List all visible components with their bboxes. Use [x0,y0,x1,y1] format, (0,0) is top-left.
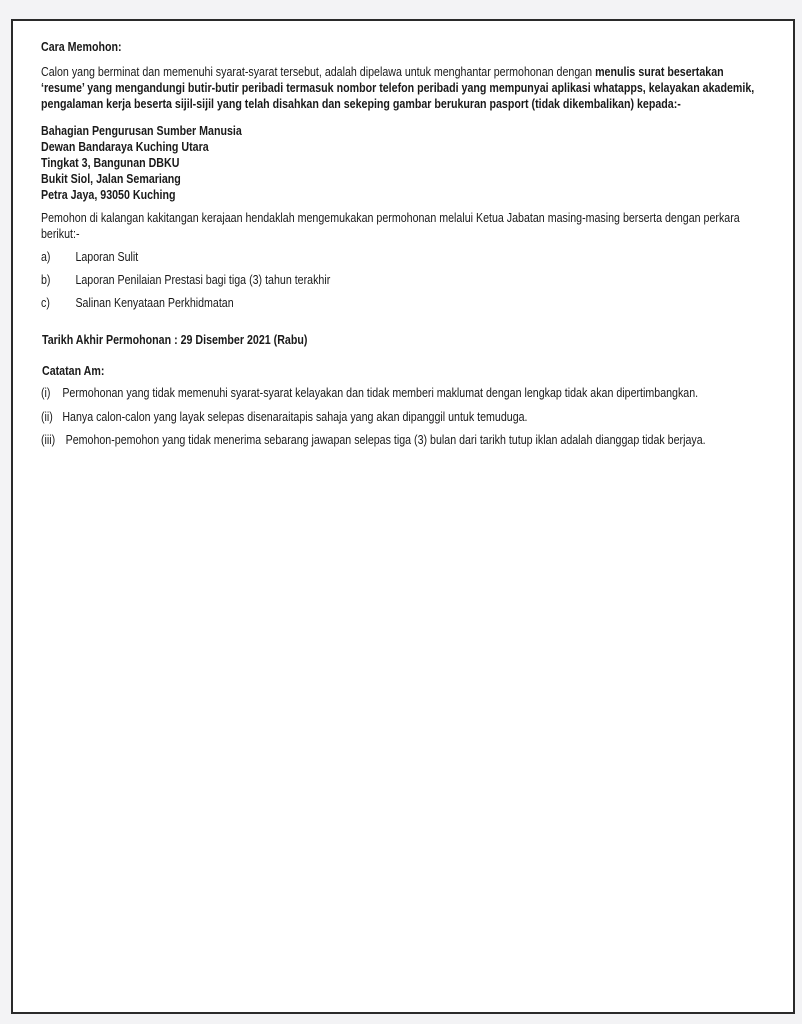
staff-note-line: berikut:- [41,226,80,241]
intro-bold-text: menulis surat besertakan [595,64,724,79]
list-marker: b) [41,272,51,287]
intro-line [41,64,724,79]
intro-line: pengalaman kerja beserta sijil-sijil yang telah disahkan dan sekeping gambar berukuran pasport (tidak dikembalikan) kepada:- [41,96,681,111]
list-text: Salinan Kenyataan Perkhidmatan [75,295,234,310]
note-marker: (ii) [41,409,53,424]
list-item [41,272,330,287]
note-item [41,385,698,400]
intro-line: ‘resume’ yang mengandungi butir-butir peribadi termasuk nombor telefon peribadi yang mempunyai aplikasi whatapps, kelayakan akademik, [41,80,755,95]
address-line: Bahagian Pengurusan Sumber Manusia [41,123,242,138]
note-text: Hanya calon-calon yang layak selepas disenaraitapis sahaja yang akan dipanggil untuk temuduga. [62,409,528,424]
address-line: Tingkat 3, Bangunan DBKU [41,155,180,170]
notes-heading: Catatan Am: [42,363,105,378]
list-item [41,295,234,310]
address-line: Petra Jaya, 93050 Kuching [41,187,176,202]
note-item [41,409,528,424]
document-page [11,19,795,1014]
deadline: Tarikh Akhir Permohonan : 29 Disember 2021 (Rabu) [42,332,308,347]
staff-note-line: Pemohon di kalangan kakitangan kerajaan hendaklah mengemukakan permohonan melalui Ketua Jabatan masing-masing berserta dengan perkara [41,210,740,225]
address-line: Bukit Siol, Jalan Semariang [41,171,181,186]
note-marker: (iii) [41,432,56,447]
list-marker: c) [41,295,50,310]
note-text: Pemohon-pemohon yang tidak menerima sebarang jawapan selepas tiga (3) bulan dari tarikh tutup iklan adalah dianggap tidak berjaya. [65,432,706,447]
note-item [41,432,706,447]
list-text: Laporan Sulit [75,249,139,264]
note-marker: (i) [41,385,51,400]
section-heading: Cara Memohon: [41,39,122,54]
address-line: Dewan Bandaraya Kuching Utara [41,139,209,154]
list-text: Laporan Penilaian Prestasi bagi tiga (3) tahun terakhir [75,272,331,287]
list-marker: a) [41,249,51,264]
list-item [41,249,138,264]
note-text: Permohonan yang tidak memenuhi syarat-syarat kelayakan dan tidak memberi maklumat dengan lengkap tidak akan dipertimbangkan. [62,385,699,400]
intro-text: Calon yang berminat dan memenuhi syarat-syarat tersebut, adalah dipelawa untuk menghantar permohonan dengan [41,64,596,79]
